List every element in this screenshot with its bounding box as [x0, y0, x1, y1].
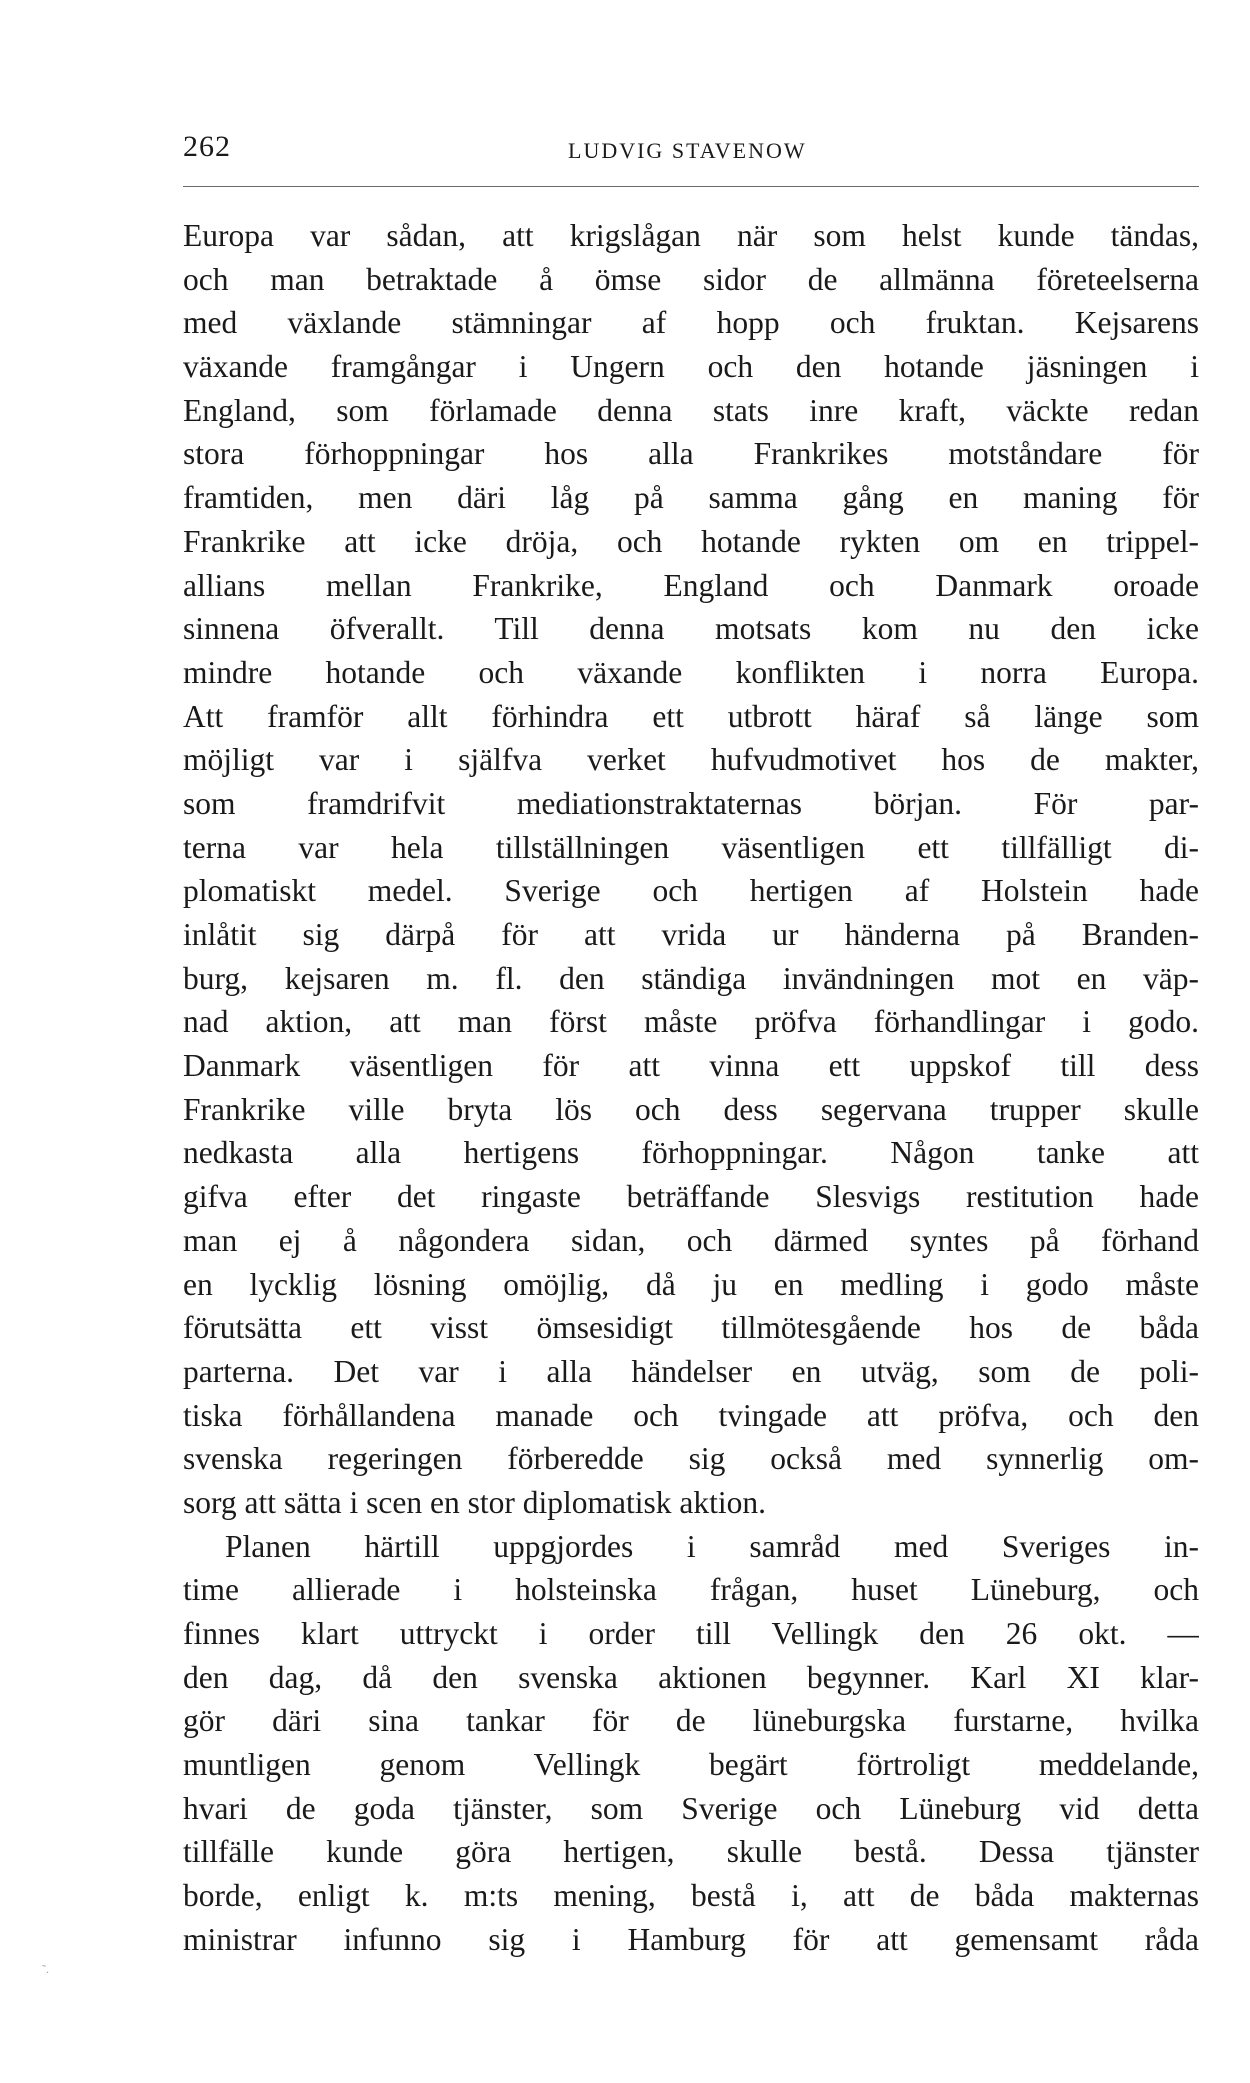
text-line: man ej å någondera sidan, och därmed syntes på förhand	[183, 1222, 1199, 1258]
header-rule	[183, 186, 1199, 187]
text-line: Att framför allt förhindra ett utbrott häraf så länge som	[183, 698, 1199, 734]
text-line: med växlande stämningar af hopp och fruktan. Kejsarens	[183, 305, 1199, 341]
text-line: mindre hotande och växande konflikten i norra Europa.	[183, 654, 1199, 690]
text-line: terna var hela tillställningen väsentligen ett tillfälligt di-	[183, 829, 1199, 865]
page-header	[183, 130, 1199, 174]
text-line: finnes klart uttryckt i order till Vellingk den 26 okt. —	[183, 1616, 1199, 1651]
text-line: som framdrifvit mediationstraktaternas början. För par-	[183, 785, 1199, 821]
page-number: 262	[183, 130, 231, 163]
text-line: sorg att sätta i scen en stor diplomatisk aktion.	[183, 1484, 766, 1520]
text-line: Frankrike ville bryta lös och dess segervana trupper skulle	[183, 1091, 1199, 1127]
text-line: Danmark väsentligen för att vinna ett uppskof till dess	[183, 1048, 1199, 1084]
paragraph-1	[183, 214, 1199, 1525]
text-line: svenska regeringen förberedde sig också med synnerlig om-	[183, 1441, 1199, 1477]
text-line: stora förhoppningar hos alla Frankrikes motståndare för	[183, 436, 1199, 472]
text-line: förutsätta ett visst ömsesidigt tillmötesgående hos de båda	[183, 1310, 1199, 1346]
text-line: tillfälle kunde göra hertigen, skulle bestå. Dessa tjänster	[183, 1834, 1199, 1870]
text-line: den dag, då den svenska aktionen begynner. Karl XI klar-	[183, 1659, 1199, 1695]
text-line: allians mellan Frankrike, England och Danmark oroade	[183, 567, 1199, 603]
text-line: Planen härtill uppgjordes i samråd med Sveriges in-	[225, 1528, 1199, 1564]
text-line: Europa var sådan, att krigslågan när som helst kunde tändas,	[183, 218, 1199, 253]
text-line: muntligen genom Vellingk begärt förtroligt meddelande,	[183, 1747, 1199, 1783]
text-line: burg, kejsaren m. fl. den ständiga invändningen mot en väp-	[183, 960, 1199, 996]
text-line: parterna. Det var i alla händelser en utväg, som de poli-	[183, 1353, 1199, 1389]
text-line: time allierade i holsteinska frågan, huset Lüneburg, och	[183, 1572, 1199, 1608]
text-line: framtiden, men däri låg på samma gång en maning för	[183, 480, 1199, 516]
text-line: ministrar infunno sig i Hamburg för att gemensamt råda	[183, 1921, 1199, 1957]
text-line: växande framgångar i Ungern och den hotande jäsningen i	[183, 349, 1199, 385]
text-line: möjligt var i själfva verket hufvudmotivet hos de makter,	[183, 742, 1199, 778]
running-head: LUDVIG STAVENOW	[568, 138, 807, 163]
text-line: en lycklig lösning omöjlig, då ju en medling i godo måste	[183, 1266, 1199, 1302]
text-line: hvari de goda tjänster, som Sverige och Lüneburg vid detta	[183, 1790, 1199, 1826]
text-line: inlåtit sig därpå för att vrida ur händerna på Branden-	[183, 917, 1199, 952]
text-line: England, som förlamade denna stats inre kraft, väckte redan	[183, 392, 1199, 428]
text-line: borde, enligt k. m:ts mening, bestå i, att de båda makternas	[183, 1878, 1199, 1914]
stray-mark: ˜.	[42, 1962, 49, 1976]
text-line: tiska förhållandena manade och tvingade att pröfva, och den	[183, 1397, 1199, 1433]
text-line: nad aktion, att man först måste pröfva förhandlingar i godo.	[183, 1004, 1199, 1040]
text-line: gifva efter det ringaste beträffande Slesvigs restitution hade	[183, 1179, 1199, 1215]
body-text	[183, 214, 1199, 1962]
text-line: gör däri sina tankar för de lüneburgska furstarne, hvilka	[183, 1703, 1199, 1739]
text-line: plomatiskt medel. Sverige och hertigen af Holstein hade	[183, 873, 1199, 909]
text-line: nedkasta alla hertigens förhoppningar. Någon tanke att	[183, 1135, 1199, 1171]
paragraph-2	[183, 1525, 1199, 1962]
text-line: och man betraktade å ömse sidor de allmänna företeelserna	[183, 261, 1199, 297]
text-line: Frankrike att icke dröja, och hotande rykten om en trippel-	[183, 523, 1199, 559]
text-line: sinnena öfverallt. Till denna motsats kom nu den icke	[183, 611, 1199, 647]
